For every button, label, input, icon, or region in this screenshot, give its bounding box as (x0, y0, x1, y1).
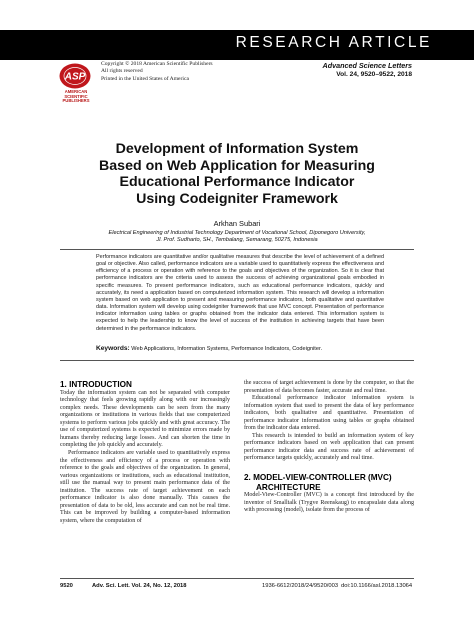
keywords-label: Keywords: (96, 345, 130, 352)
body-paragraph: This research is intended to build an information system of key performance indicators based on web application that can present performance indicator data and success rate of achievement of performance targets quickly, accurately and real time. (244, 432, 414, 462)
doi: doi:10.1166/asl.2018.13064 (341, 583, 413, 589)
article-type-label: RESEARCH ARTICLE (235, 34, 432, 51)
body-paragraph: the success of target achievement is done by the computer, so that the presentation of data becomes faster, accurate and real time. (244, 380, 414, 394)
author-name: Arkhan Subari (213, 219, 261, 228)
copyright-line: All rights reserved (101, 68, 143, 75)
footer-rule (60, 578, 414, 579)
journal-volume: Vol. 24, 9520–9522, 2018 (336, 71, 412, 78)
body-paragraph: Today the information system can not be separated with computer technology that feels growing rapidly along with our increasingly complex needs. These developments can be seen from the many organizations or institutions in various fields that use computerized systems to perform various jobs quickly and with great accuracy. The use of computerized systems is expected to minimize errors made by humans thereby reducing large losses. And can shorten the time in completing the job quickly and accurately. (60, 389, 230, 449)
body-paragraph: Model-View-Controller (MVC) is a concept first introduced by the inventor of Smalltalk (Trygve Reenskaug) to encapsulate data along with processing (model), isolate from the process of (244, 492, 414, 514)
abstract-bottom-rule (60, 360, 414, 361)
title-line: Using Codeigniter Framework (136, 190, 338, 207)
journal-citation: Adv. Sci. Lett. Vol. 24, No. 12, 2018 (92, 583, 187, 589)
left-column (60, 380, 230, 525)
title-line: Educational Performance Indicator (119, 174, 355, 190)
journal-info (323, 61, 412, 79)
journal-name: Advanced Science Letters (322, 61, 412, 70)
logo-text: ASP (64, 71, 86, 83)
right-column (244, 380, 414, 515)
copyright-notice (101, 61, 213, 83)
publisher-logo (59, 62, 91, 90)
section-heading-line: 2. MODEL-VIEW-CONTROLLER (MVC) (244, 473, 392, 483)
copyright-line: Copyright © 2018 American Scientific Publishers (101, 61, 213, 67)
title-line: Development of Information System (115, 141, 359, 157)
keywords (96, 345, 396, 352)
author-affiliation (78, 230, 396, 244)
logo-caption-line: PUBLISHERS (62, 98, 90, 104)
section-heading-introduction: 1. INTRODUCTION (60, 380, 132, 389)
body-paragraph: Educational performance indicator information system is information system that used to present the data of key performance indicators, both qualitative and quantitative. Presentation of performance indicator information using tables or graphs obtained from the indicator data entered. (244, 395, 414, 432)
abstract: Performance indicators are quantitative and/or qualitative measures that describe the level of achievement of a defined goal or objective. Also called, performance indicators are a variable used to quantitatively express the effectiveness and efficiency of a process or operation with reference to the goals and objectives of the organization. So it is clear that performance indicators are the criteria used to assess the success of achieving organizational goals embodied in specific measures. To present performance indicators, such as educational performance indicators, quickly and accurately, its need a application based on computerized information system. This research will develop a information system based on web application to present and measuring performance indicators, both qualitative and quantitative data. Information system will develop using codeigniter framework that use MVC concept. Presentation of performance indicator information using tables or graphs obtained from the indicator data entered. This information system is expected to help the leadership to know the level of success of the institution in achieving targets that have been determined in the performance indicators. (96, 254, 384, 332)
publisher-logo-caption (56, 90, 96, 104)
affiliation-line: Jl. Prof. Sudharto, SH., Tembalang, Semarang, 50275, Indonesia (156, 237, 318, 244)
title-line: Based on Web Application for Measuring (99, 157, 375, 174)
page-number: 9520 (60, 583, 73, 589)
abstract-top-rule (60, 249, 414, 250)
logo-caption-line: AMERICAN (64, 89, 88, 94)
body-paragraph: Performance indicators are variable used to quantitatively express the effectiveness and efficiency of a process or operation with reference to the goals and objectives of the organization. In general, various organizations or institutions, such as educational institution, still use the manual way to present main performance data of the institution. The success rate of target achievement on each performance indicator is also done manually. This causes the presentation of data to be old, less accurate and can not be real time. This can be improved by building a computer-based information system, where the computation of (60, 449, 230, 524)
article-title (60, 141, 414, 207)
issn: 1936-6612/2018/24/9520/003 (262, 583, 339, 589)
copyright-line: Printed in the United States of America (101, 75, 189, 82)
section-heading-line: ARCHITECTURE (256, 482, 321, 492)
keywords-list: Web Applications, Information Systems, Performance Indicators, Codeigniter. (131, 346, 323, 352)
section-heading-mvc (244, 473, 414, 492)
affiliation-line: Electrical Engineering of Industrial Technology Department of Vocational School, Diponegoro University, (108, 230, 366, 236)
logo-caption-line: SCIENTIFIC (64, 93, 88, 99)
